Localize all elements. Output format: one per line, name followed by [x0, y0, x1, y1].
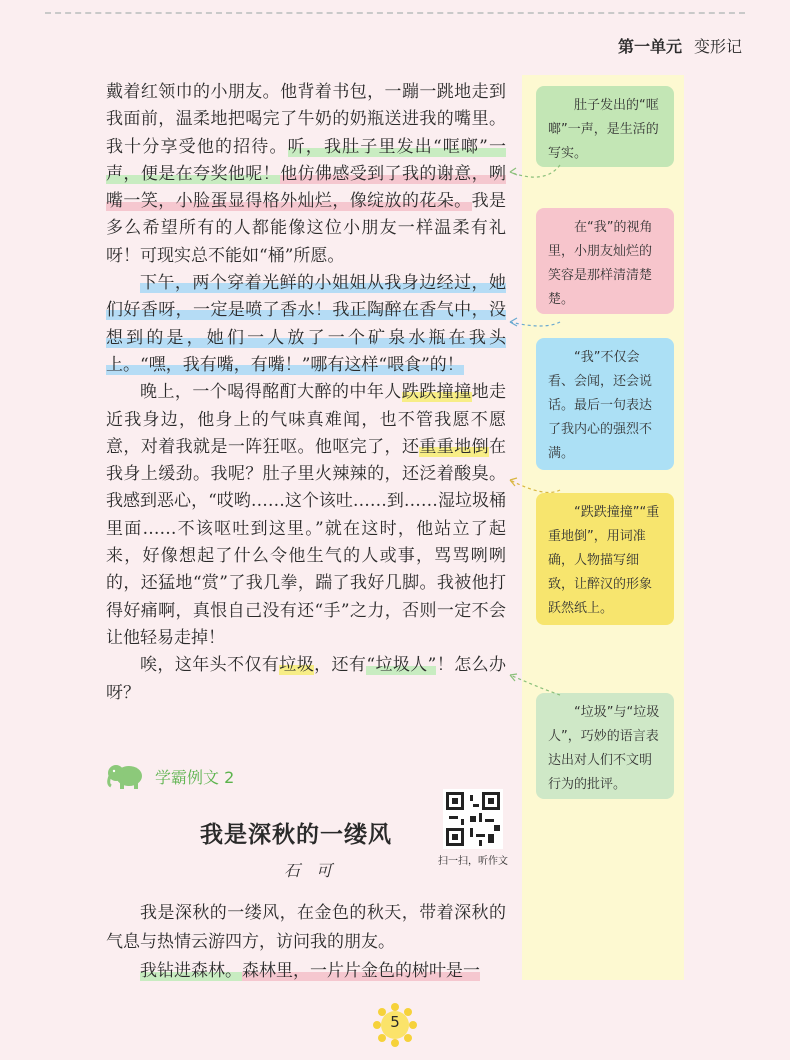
- elephant-icon: [107, 762, 149, 790]
- essay-body: [106, 79, 506, 707]
- note-5: “垃圾”与“垃圾人”，巧妙的语言表达出对人们不文明行为的批评。: [536, 693, 674, 799]
- essay-2-paragraph-2: [106, 957, 506, 986]
- highlight-yellow: 跌跌撞撞: [401, 382, 472, 403]
- highlight-yellow: 重重地倒: [419, 436, 490, 457]
- highlight-pink: 他仿佛感受到了我的谢意，咧嘴一笑，小脸蛋显得格外灿烂，像绽放的花朵。: [106, 163, 507, 212]
- note-3: “我”不仅会看、会闻，还会说话。最后一句表达了我内心的强烈不满。: [536, 338, 674, 470]
- arrow-note-4: [505, 460, 565, 500]
- page-number: 5: [390, 1013, 400, 1031]
- qr-code-icon[interactable]: [443, 789, 503, 849]
- arrow-note-1: [505, 160, 565, 200]
- paragraph-2: [106, 270, 506, 379]
- essay-title: 我是深秋的一缕风: [200, 821, 392, 848]
- highlight-pink: 森林里，一片片金色的树叶是一: [242, 961, 480, 981]
- essay-2-body: [106, 899, 506, 986]
- note-4: “跌跌撞撞”“重重地倒”，用词准确，人物描写细致，让醉汉的形象跃然纸上。: [536, 493, 674, 625]
- paragraph-1: 戴着红领巾的小朋友。他背着书包，一蹦一跳地走到我面前，温柔地把喝完了牛奶的奶瓶送进我的嘴里。我十分享受他的招待。听，我肚子里发出“哐啷”一声，便是在夸奖他呢！他仿佛感受到了我的谢意，咧嘴一笑，小脸蛋显得格外灿烂，像绽放的花朵。我是多么希望所有的人都能像这位小朋友一样温柔有礼呀！可现实总不能如“桶”所愿。: [106, 82, 507, 266]
- unit-label: 第一单元: [617, 37, 682, 56]
- top-dashed-rule: [45, 12, 745, 14]
- essay-2-paragraph-1: 我是深秋的一缕风，在金色的秋天，带着深秋的气息与热情云游四方，访问我的朋友。: [106, 903, 506, 952]
- note-2: 在“我”的视角里，小朋友灿烂的笑容是那样清清楚楚。: [536, 208, 674, 314]
- essay-author: 石可: [284, 861, 349, 880]
- section-header: [107, 762, 234, 790]
- section-label: 学霸例文 2: [155, 767, 235, 787]
- highlight-green: 听，我肚子里发出“哐啷”一声，便是在夸奖他呢！: [106, 136, 506, 184]
- paragraph-4: 唉，这年头不仅有垃圾，还有“垃圾人”！怎么办呀？: [106, 655, 507, 703]
- unit-name: 变形记: [693, 37, 742, 56]
- highlight-blue: 下午，两个穿着光鲜的小姐姐从我身边经过，她们好香呀，一定是喷了香水！我正陶醉在香气中，没想到的是，她们一人放了一个矿泉水瓶在我头上。“嘿，我有嘴，有嘴！”哪有这样“喂食”的！: [106, 273, 506, 375]
- arrow-note-5: [505, 665, 565, 705]
- note-1: 肚子发出的“哐啷”一声，是生活的写实。: [536, 86, 674, 167]
- arrow-note-2: [505, 292, 565, 332]
- highlight-green: 我钻进森林。: [140, 961, 242, 981]
- highlight-yellow: 垃圾: [279, 655, 315, 676]
- qr-caption: 扫一扫，听作文: [438, 856, 508, 867]
- highlight-green: “垃圾人”: [366, 655, 437, 676]
- paragraph-3: 晚上，一个喝得酩酊大醉的中年人跌跌撞撞地走近我身边，他身上的气味真难闻，也不管我愿不愿意，对着我就是一阵狂呕。他呕完了，还重重地倒在我身上缓劲。我呢？肚子里火辣辣的，还泛着酸臭。我感到恶心，“哎哟……这个该吐……到……湿垃圾桶里面……不该呕吐到这里。”就在这时，他站立了起来，好像想起了什么令他生气的人或事，骂骂咧咧的，还猛地“赏”了我几拳，踹了我好几脚。我被他打得好痛啊，真恨自己没有还“手”之力，否则一定不会让他轻易走掉！: [106, 382, 507, 648]
